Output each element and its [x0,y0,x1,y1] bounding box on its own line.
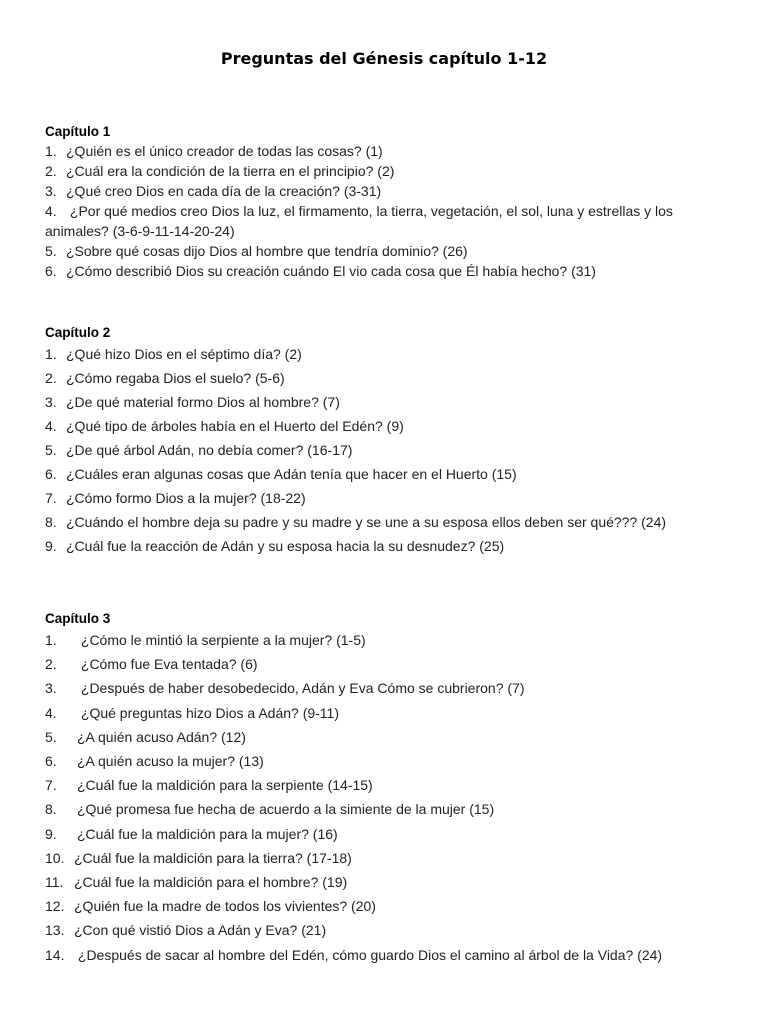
question-item [45,918,735,942]
question-item [45,486,735,510]
question-number: 2. [45,656,57,673]
question-text: ¿Sobre qué cosas dijo Dios al hombre que tendría dominio? (26) [66,243,468,259]
question-number: 2. [45,370,57,386]
chapter-heading: Capítulo 1 [45,124,111,139]
question-item [45,342,735,366]
chapter-heading: Capítulo 2 [45,325,111,340]
question-text: ¿Cuál fue la maldición para la tierra? (17-18) [74,849,352,866]
question-number: 4. [45,418,57,434]
question-text: ¿Qué creo Dios en cada día de la creación? (3-31) [66,183,382,199]
question-number: 2. [45,163,57,179]
question-number: 3. [45,394,57,410]
question-text: ¿Cómo describió Dios su creación cuándo El vio cada cosa que Él había hecho? (31) [66,263,596,279]
question-text: ¿Qué hizo Dios en el séptimo día? (2) [66,346,302,362]
question-number: 12. [45,898,65,915]
question-item [45,773,735,797]
question-text: ¿A quién acuso Adán? (12) [77,728,246,745]
question-number: 8. [45,801,57,818]
question-number: 6. [45,466,57,482]
question-item [45,725,735,749]
question-item [45,628,735,652]
question-number: 7. [45,490,57,506]
question-text: ¿Después de sacar al hombre del Edén, cómo guardo Dios el camino al árbol de la Vida? (24) [74,946,663,963]
question-number: 1. [45,346,57,362]
question-number: 13. [45,922,65,939]
question-number: 5. [45,442,57,458]
chapter-section [45,610,735,967]
question-item [45,846,735,870]
question-text: ¿Cuál fue la maldición para la mujer? (16) [77,825,338,842]
question-text: ¿Qué promesa fue hecha de acuerdo a la simiente de la mujer (15) [77,801,495,818]
question-number: 7. [45,777,57,794]
question-item [45,462,735,486]
question-number: 4. [45,704,57,721]
question-item [45,797,735,821]
question-text: ¿Quién fue la madre de todos los vivientes? (20) [74,898,376,915]
document-title: Preguntas del Génesis capítulo 1-12 [220,49,548,68]
chapter-section [45,324,735,558]
question-item [45,390,735,414]
question-number: 1. [45,143,57,159]
question-item [45,241,735,261]
question-text: ¿Cuál fue la maldición para el hombre? (19) [74,874,348,891]
question-item [45,652,735,676]
question-number: 6. [45,753,57,770]
question-text: ¿Por qué medios creo Dios la luz, el firmamento, la tierra, vegetación, el sol, luna y estrellas y los animales? (3-6-9-11-14-20-24) [45,203,673,239]
question-text: ¿A quién acuso la mujer? (13) [77,753,264,770]
question-text: ¿Qué tipo de árboles había en el Huerto del Edén? (9) [66,418,404,434]
question-text: ¿Cuáles eran algunas cosas que Adán tenía que hacer en el Huerto (15) [66,466,517,482]
question-item [45,181,735,201]
question-text: ¿Cómo regaba Dios el suelo? (5-6) [66,370,285,386]
question-text: ¿De qué material formo Dios al hombre? (7) [66,394,340,410]
question-number: 9. [45,538,57,554]
question-item [45,261,735,281]
question-item [45,438,735,462]
question-item [45,822,735,846]
question-item [45,414,735,438]
question-text: ¿Cuál fue la maldición para la serpiente (14-15) [77,777,373,794]
question-text: ¿Qué preguntas hizo Dios a Adán? (9-11) [77,704,340,721]
question-item [45,943,735,967]
question-number: 9. [45,825,57,842]
question-number: 6. [45,263,57,279]
question-text: ¿Cuál era la condición de la tierra en el principio? (2) [66,163,395,179]
question-number: 5. [45,243,57,259]
question-item [45,534,735,558]
question-number: 3. [45,183,57,199]
chapter-heading: Capítulo 3 [45,611,111,626]
question-item [45,894,735,918]
question-item [45,676,735,700]
question-number: 14. [45,946,65,963]
question-item [45,701,735,725]
question-text: ¿Con qué vistió Dios a Adán y Eva? (21) [74,922,327,939]
question-number: 11. [45,874,64,891]
question-number: 5. [45,728,57,745]
question-number: 1. [45,632,57,648]
question-text: ¿Cómo le mintió la serpiente a la mujer? (1-5) [77,632,366,648]
question-text: ¿Cómo fue Eva tentada? (6) [77,656,258,673]
question-text: ¿De qué árbol Adán, no debía comer? (16-17) [66,442,353,458]
question-number: 10. [45,849,65,866]
question-item [45,510,735,534]
question-number: 4. [45,203,57,219]
question-item [45,161,735,181]
question-text: ¿Después de haber desobedecido, Adán y Eva Cómo se cubrieron? (7) [77,680,525,697]
question-item [45,870,735,894]
question-item [45,366,735,390]
question-text: ¿Cómo formo Dios a la mujer? (18-22) [66,490,306,506]
chapter-section [45,123,735,281]
question-text: ¿Cuándo el hombre deja su padre y su madre y se une a su esposa ellos deben ser qué??? (24) [66,514,667,530]
question-item [45,141,735,161]
question-number: 3. [45,680,57,697]
question-number: 8. [45,514,57,530]
question-text: ¿Quién es el único creador de todas las cosas? (1) [66,143,383,159]
question-item [45,749,735,773]
question-item [45,201,735,241]
question-text: ¿Cuál fue la reacción de Adán y su esposa hacia la su desnudez? (25) [66,538,505,554]
